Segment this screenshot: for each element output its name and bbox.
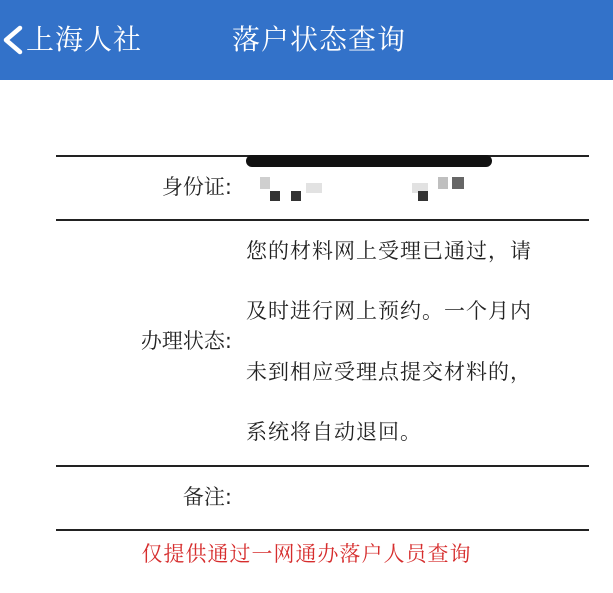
remark-label: 备注: [182, 485, 232, 509]
id-label: 身份证: [161, 175, 232, 199]
header-bar [0, 0, 613, 80]
status-line-2: 及时进行网上预约。一个月内 [246, 299, 532, 323]
status-line-1: 您的材料网上受理已通过，请 [246, 239, 532, 263]
status-line-3: 未到相应受理点提交材料的， [246, 360, 532, 384]
divider [56, 465, 589, 467]
status-label: 办理状态: [140, 329, 232, 353]
id-value [246, 155, 586, 219]
status-line-4: 系统将自动退回。 [246, 420, 422, 444]
page-title: 落户状态查询 [232, 23, 407, 56]
notice-text: 仅提供通过一网通办落户人员查询 [141, 542, 472, 566]
back-label[interactable]: 上海人社 [26, 23, 143, 56]
back-button[interactable] [0, 20, 142, 60]
divider [56, 529, 589, 531]
divider [56, 219, 589, 221]
chevron-left-icon[interactable] [0, 20, 26, 60]
redacted-id [246, 155, 586, 219]
